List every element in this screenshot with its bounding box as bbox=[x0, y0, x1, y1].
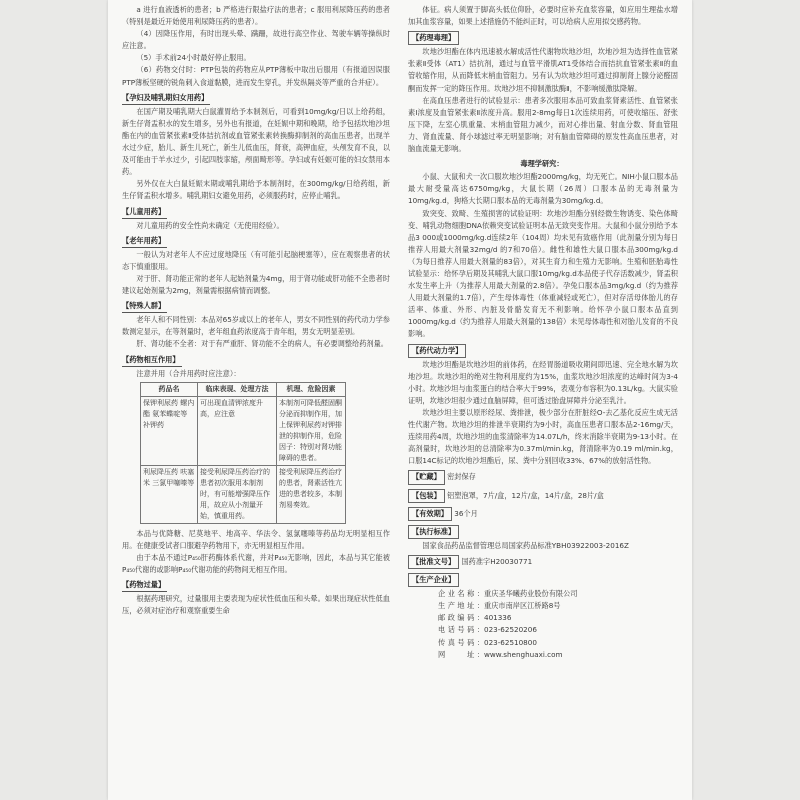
package-heading: 【包装】 bbox=[408, 489, 445, 503]
manufacturer-value: 401336 bbox=[484, 613, 512, 623]
table-cell: 接受利尿降压药治疗的患者初次服用本制剂时，有可能增强降压作用，故应从小剂量开始，慎重用药。 bbox=[198, 465, 277, 523]
validity-value: 36个月 bbox=[454, 508, 478, 518]
storage-heading: 【贮藏】 bbox=[408, 470, 445, 484]
table-header-cell: 临床表现、处理方法 bbox=[198, 382, 277, 396]
manufacturer-label: 网 址： bbox=[438, 649, 484, 659]
pregnancy-text: 另外仅在大白鼠妊娠末期或哺乳期给予本制剂时，在300mg/kg/日给药组，新生仔肾盂积水增多。哺乳期妇女避免用药，必须服药时，应停止哺乳。 bbox=[122, 179, 390, 201]
overdose-heading: 【药物过量】 bbox=[122, 579, 167, 592]
approval-heading: 【批准文号】 bbox=[408, 555, 459, 569]
package-insert-page bbox=[108, 0, 692, 800]
overdose-text: 根据药理研究，过量服用主要表现为症状性低血压和头晕。如果出现症状性低血压，必须对症治疗和观察重要生命 bbox=[122, 594, 390, 616]
children-text: 对儿童用药的安全性尚未确定（无使用经验）。 bbox=[136, 220, 284, 230]
table-row bbox=[141, 465, 346, 523]
validity-line bbox=[408, 504, 678, 522]
interaction-note: 由于本品不通过P₄₅₀肝药酶体系代谢，并对P₄₅₀无影响，因此，本品与其它能被P₄₅₀代谢的或影响P₄₅₀代谢功能的药物间无相互作用。 bbox=[122, 552, 390, 574]
intro-item: （6）药物交付时：PTP包装的药物应从PTP薄板中取出后服用（有报道因误服PTP薄板坚硬的锐角刺入食道黏膜，进而发生穿孔，并发纵隔炎等严重的合并症）。 bbox=[122, 65, 390, 87]
manufacturer-value: 023-62520206 bbox=[484, 625, 537, 635]
pregnancy-text: 在国产期及哺乳期大白鼠灌胃给予本制剂后，可看到10mg/kg/日以上给药组，新生仔肾盂积水的发生增多，另外也有报道，在妊娠中期和晚期，给予包括坎地沙坦酯在内的血管紧张素Ⅱ受体拮抗剂或血管紧张素转换酶抑制剂的高血压患者，出现羊水过少症，胎儿、新生儿死亡，新生儿低血压，肾衰，高钾血症，头颅发育不良，以及可能由于羊水过少，引起四肢挛缩，颅面畸形等。孕妇或有妊娠可能的妇女禁用本药。 bbox=[122, 106, 390, 177]
overdose-continued-text: 体征。病人须置于脚高头低位仰卧，必要时应补充血浆容量，如应用生理盐水增加其血浆容量，如果上述措施仍不能纠正时，可以给病人应用拟交感药物。 bbox=[408, 5, 678, 27]
pregnancy-heading: 【孕妇及哺乳期妇女用药】 bbox=[122, 92, 210, 105]
pk-text: 坎地沙坦主要以原形经尿、粪排泄，极少部分在肝脏经O-去乙基化反应生成无活性代谢产物。坎地沙坦的排泄半衰期约为9小时，高血压患者口服本品2-16mg/天，连续用药4周，坎地沙坦的血浆清除率为14.07L/h，终末消除半衰期为9-13小时。在高剂量时，坎地沙坦的总清除率为0.37ml/min.kg，肾清除率为0.19 ml/min.kg，口服14C标记的坎地沙坦酯后，尿、粪中分别回收33%、67%的放射活性物。 bbox=[408, 408, 678, 466]
right-column bbox=[408, 4, 678, 661]
package-value: 铝塑泡罩，7片/盒，12片/盒，14片/盒，28片/盒 bbox=[447, 490, 604, 500]
manufacturer-row bbox=[438, 612, 678, 624]
approval-value: 国药准字H20030771 bbox=[461, 556, 533, 566]
interaction-intro: 注意并用（合并用药时应注意）： bbox=[136, 368, 241, 378]
table-cell: 可出现血清钾浓度升高，应注意 bbox=[198, 396, 277, 465]
manufacturer-label: 邮政编码： bbox=[438, 613, 484, 623]
pharmacology-heading: 【药理毒理】 bbox=[408, 31, 459, 45]
toxicology-heading: 毒理学研究： bbox=[520, 159, 564, 169]
standard-value: 国家食品药品监督管理总局国家药品标准YBH03922003-2016Z bbox=[422, 540, 629, 550]
manufacturer-label: 电话号码： bbox=[438, 625, 484, 635]
manufacturer-row bbox=[438, 588, 678, 600]
manufacturer-label: 生产地址： bbox=[438, 601, 484, 611]
validity-heading: 【有效期】 bbox=[408, 507, 452, 521]
special-text: 肝、肾功能不全者：对于有严重肝、肾功能不全的病人，有必要调整给药剂量。 bbox=[136, 339, 388, 349]
standard-heading: 【执行标准】 bbox=[408, 525, 459, 539]
table-cell: 保钾利尿药 螺内酯 氨苯蝶啶等 补钾药 bbox=[141, 396, 198, 465]
package-line bbox=[408, 486, 678, 504]
intro-item: （4）因降压作用，有时出现头晕、蹒跚，故进行高空作业、驾驶车辆等操纵时应注意。 bbox=[122, 29, 390, 51]
table-cell: 本制剂可降低醛固酮分泌而抑制作用，加上保钾利尿药对钾排泄的抑制作用，危险因子：特别对肾功能障碍的患者。 bbox=[277, 396, 346, 465]
website-link[interactable]: www.shenghuaxi.com bbox=[484, 649, 563, 659]
interaction-note: 本品与优降糖、尼莫地平、地高辛、华法令、氢氯噻嗪等药品均无明显相互作用。在健康受试者口服避孕药物用下，亦无明显相互作用。 bbox=[122, 528, 390, 550]
pharmacology-text: 坎地沙坦酯在体内迅速被水解成活性代谢物坎地沙坦，坎地沙坦为选择性血管紧张素Ⅱ受体（AT1）拮抗剂，通过与血管平滑肌AT1受体结合而拮抗血管紧张素Ⅱ的血管收缩作用，从而降低末梢血管阻力。另有认为坎地沙坦可通过抑制肾上腺分泌醛固酮而发挥一定的降压作用。坎地沙坦不抑制激肽酶Ⅱ，不影响缓激肽降解。 bbox=[408, 47, 678, 93]
manufacturer-info bbox=[438, 588, 678, 661]
table-cell: 利尿降压药 呋塞米 三氯甲噻嗪等 bbox=[141, 465, 198, 523]
manufacturer-value: 重庆市南岸区江桥路8号 bbox=[484, 601, 561, 611]
table-header-row bbox=[141, 382, 346, 396]
toxicology-text: 小鼠、大鼠和犬一次口服坎地沙坦酯2000mg/kg，均无死亡。NIH小鼠口服本品最大耐受量高达6750mg/kg，大鼠长期（26周）口服本品的无毒剂量为10mg/kg.d，狗格大长期口服本品的无毒剂量为30mg/kg.d。 bbox=[408, 172, 678, 206]
elderly-text: 一般认为对老年人不应过度地降压（有可能引起脑梗塞等），应在观察患者的状态下慎重服用。 bbox=[122, 249, 390, 271]
special-heading: 【特殊人群】 bbox=[122, 300, 167, 313]
manufacturer-value: 重庆圣华曦药业股份有限公司 bbox=[484, 589, 578, 599]
manufacturer-row bbox=[438, 637, 678, 649]
manufacturer-row bbox=[438, 600, 678, 612]
pharmacology-text: 在高血压患者进行的试验显示：患者多次服用本品可致血浆肾素活性、血管紧张素Ⅰ浓度及血管紧张素Ⅱ浓度升高。服用2-8mg每日1次连续用药，可使收缩压、舒张压下降，左室心肌重量、末梢血管阻力减少，而对心排出量、射血分数、肾血管阻力、肾血流量、肾小球滤过率无明显影响；对有脑血管障碍的原发性高血压患者，对脑血流量无影响。 bbox=[408, 95, 678, 154]
interaction-table bbox=[140, 382, 346, 524]
special-text: 老年人和不同性别：本品对65岁或以上的老年人，男女不同性别的药代动力学参数测定显示，在等剂量时，老年组血药浓度高于青年组，男女无明显差别。 bbox=[122, 315, 390, 337]
approval-line bbox=[408, 552, 678, 570]
storage-value: 密封保存 bbox=[447, 472, 476, 482]
intro-item: a 进行血液透析的患者；b 严格进行限盐疗法的患者；c 服用利尿降压药的患者（特别是最近开始使用利尿降压药的患者）。 bbox=[122, 5, 390, 27]
manufacturer-row bbox=[438, 649, 678, 661]
intro-item: （5）手术前24小时最好停止服用。 bbox=[136, 53, 251, 63]
interaction-heading: 【药物相互作用】 bbox=[122, 354, 182, 367]
table-header-cell: 机理、危险因素 bbox=[277, 382, 346, 396]
manufacturer-row bbox=[438, 624, 678, 636]
manufacturer-label: 企业名称： bbox=[438, 589, 484, 599]
elderly-text: 对于肝、肾功能正常的老年人起始剂量为4mg，用于肾功能或肝功能不全患者时建议起始剂量为2mg，剂量需根据病情而调整。 bbox=[122, 273, 390, 296]
elderly-heading: 【老年用药】 bbox=[122, 235, 167, 248]
manufacturer-value: 023-62510800 bbox=[484, 637, 537, 647]
manufacturer-heading: 【生产企业】 bbox=[408, 573, 459, 587]
table-row bbox=[141, 396, 346, 465]
children-heading: 【儿童用药】 bbox=[122, 206, 167, 219]
pk-text: 坎地沙坦酯是坎地沙坦的前体药，在经胃肠道吸收期间即迅速、完全地水解为坎地沙坦。坎地沙坦的绝对生物利用度约为15%，血浆坎地沙坦浓度的达峰时间为3-4小时。坎地沙坦与血浆蛋白的结合率大于99%，表观分布容积为0.13L/kg。大鼠实验证明，坎地沙坦很少通过血脑屏障，但可透过胎盘屏障并分泌至乳汁。 bbox=[408, 359, 678, 405]
manufacturer-label: 传真号码： bbox=[438, 637, 484, 647]
left-column bbox=[122, 4, 390, 617]
table-cell: 接受利尿降压药治疗的患者，肾素活性亢进的患者较多，本制剂易奏效。 bbox=[277, 465, 346, 523]
table-header-cell: 药品名 bbox=[141, 382, 198, 396]
toxicology-text: 致突变、致畸、生殖损害的试验证明：坎地沙坦酯分别经微生物诱变、染色体畸变、哺乳动物细胞DNA依赖突变试验证明本品无致突变作用。大鼠和小鼠分别给予本品3 000或1000mg/kg.d连续2年（104周）均未见有致癌作用（此剂量分别为每日推荐人用最大剂量32mg/d 的7和70倍）。雌性和雄性大鼠口服本品300mg/kg.d（为每日推荐人用最大剂量的83倍），对其生育力和生殖力无影响。生殖和胚胎毒性试验显示：给怀孕后期及其哺乳大鼠口服10mg/kg.d本品使子代存活数减少，肾盂积水发生率上升（为推荐人用最大剂量的2.8倍）。孕兔口服本品3mg/kg.d（约为推荐人用最大剂量的1.7倍），产生母体毒性（体重减轻或死亡），但对存活母体胎儿的存活率、体重、外形、内脏及骨骼发育无不利影响。给怀孕小鼠口服本品直到1000mg/kg.d（约为推荐人用最大剂量的138倍）未见母体毒性和对胎儿发育的不良影响。 bbox=[408, 208, 679, 339]
storage-line bbox=[408, 467, 678, 485]
pk-heading: 【药代动力学】 bbox=[408, 344, 466, 358]
